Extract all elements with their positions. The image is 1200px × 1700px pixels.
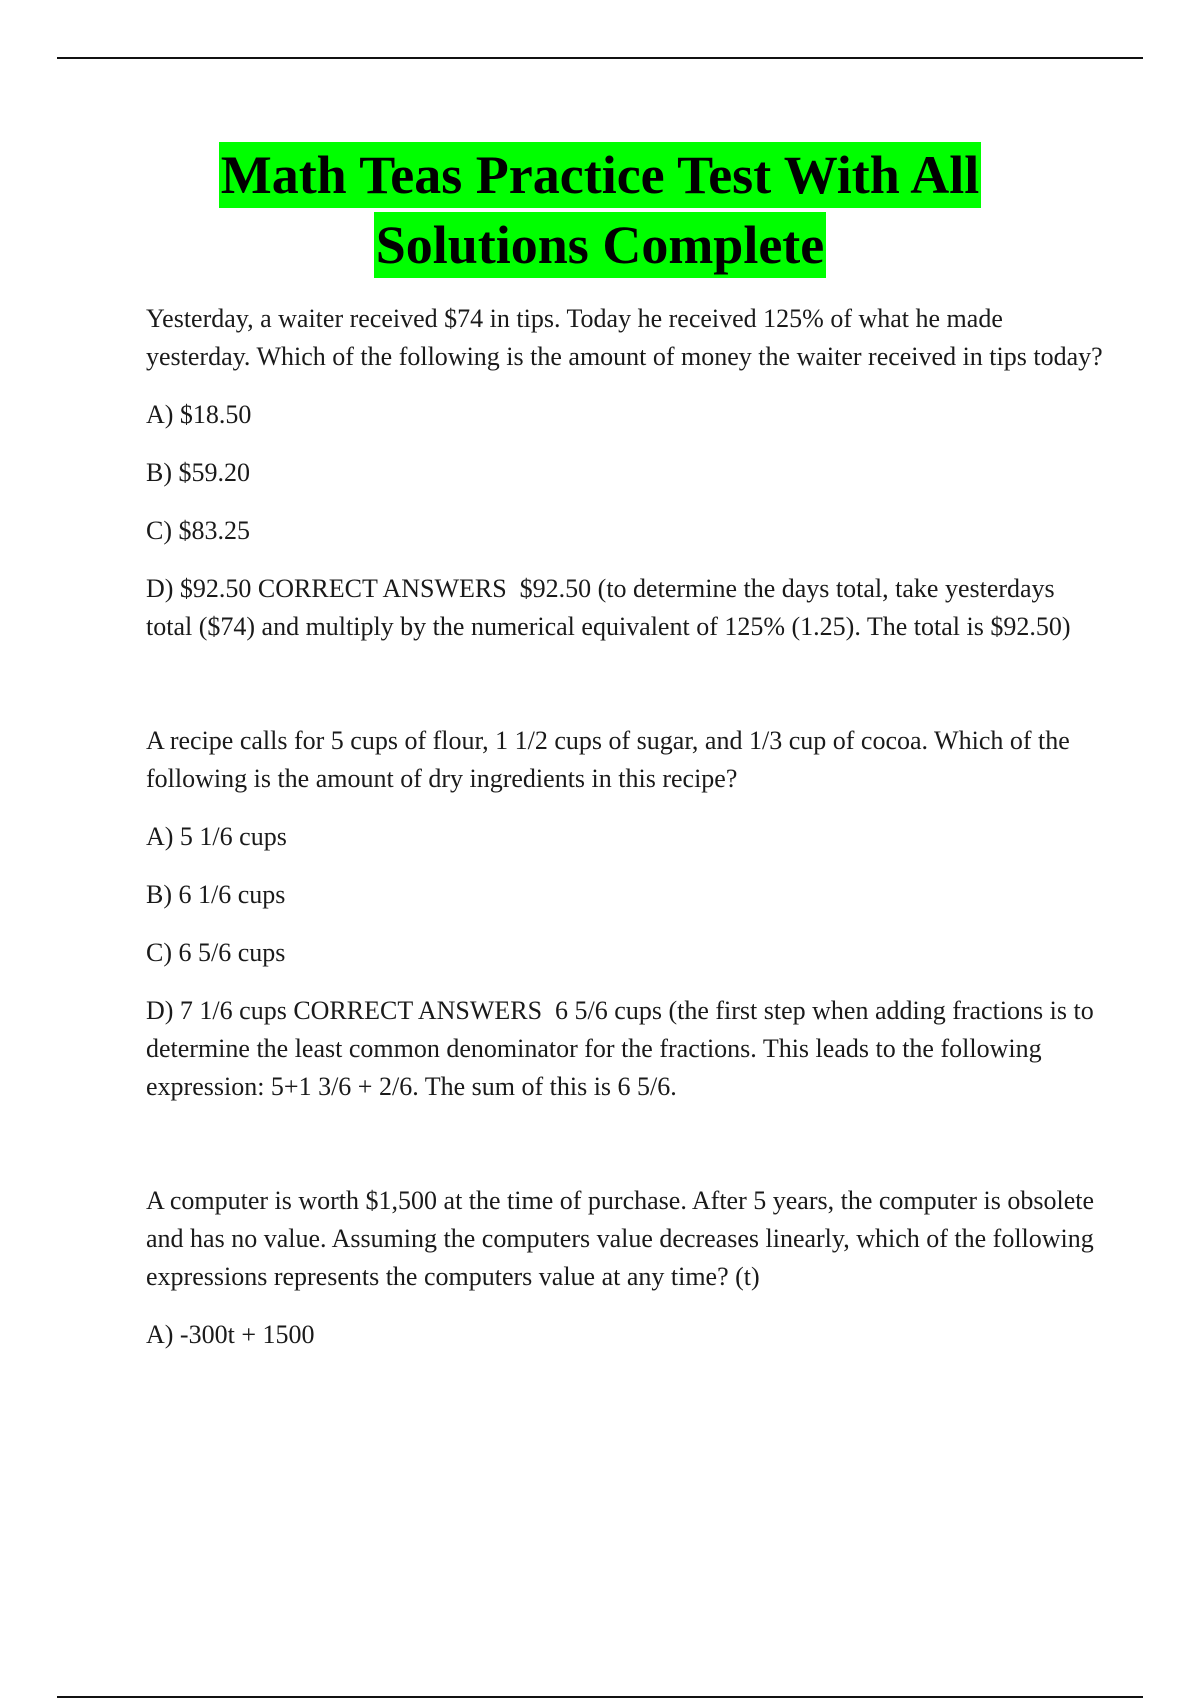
question-text: A recipe calls for 5 cups of flour, 1 1/2 cups of sugar, and 1/3 cup of cocoa. Which of the following is the amount of dry ingredients in this recipe? <box>146 726 1070 793</box>
question-text: Yesterday, a waiter received $74 in tips. Today he received 125% of what he made yesterday. Which of the following is the amount of money the waiter received in tips today? <box>146 304 1103 371</box>
answer-option-correct: D) $92.50 CORRECT ANSWERS $92.50 (to determine the days total, take yesterdays total ($74) and multiply by the numerical equivalent of 125% (1.25). The total is $92.50) <box>146 574 1071 641</box>
document-title <box>0 142 1200 282</box>
question-text: A computer is worth $1,500 at the time of purchase. After 5 years, the computer is obsolete and has no value. Assuming the computers value decreases linearly, which of the following expressions represents the computers value at any time? (t) <box>146 1186 1095 1291</box>
question-2 <box>146 722 1106 1106</box>
question-3 <box>146 1182 1106 1354</box>
document-body <box>146 300 1106 1374</box>
question-spacer <box>146 666 1106 722</box>
question-1 <box>146 300 1106 646</box>
answer-option: B) 6 1/6 cups <box>146 880 286 909</box>
footer-rule <box>57 1696 1143 1698</box>
title-line-1: Math Teas Practice Test With All <box>219 142 982 208</box>
answer-option-correct: D) 7 1/6 cups CORRECT ANSWERS 6 5/6 cups (the first step when adding fractions is to determine the least common denominator for the fractions. This leads to the following expression: 5+1 3/6 + 2/6. The sum of this is 6 5/6. <box>146 996 1101 1101</box>
question-spacer <box>146 1126 1106 1182</box>
answer-option: C) 6 5/6 cups <box>146 938 286 967</box>
answer-option: A) 5 1/6 cups <box>146 822 287 851</box>
title-line-2: Solutions Complete <box>374 212 827 278</box>
answer-option: B) $59.20 <box>146 458 250 487</box>
answer-option: C) $83.25 <box>146 516 250 545</box>
header-rule <box>57 57 1143 59</box>
answer-option: A) -300t + 1500 <box>146 1320 315 1349</box>
answer-option: A) $18.50 <box>146 400 252 429</box>
